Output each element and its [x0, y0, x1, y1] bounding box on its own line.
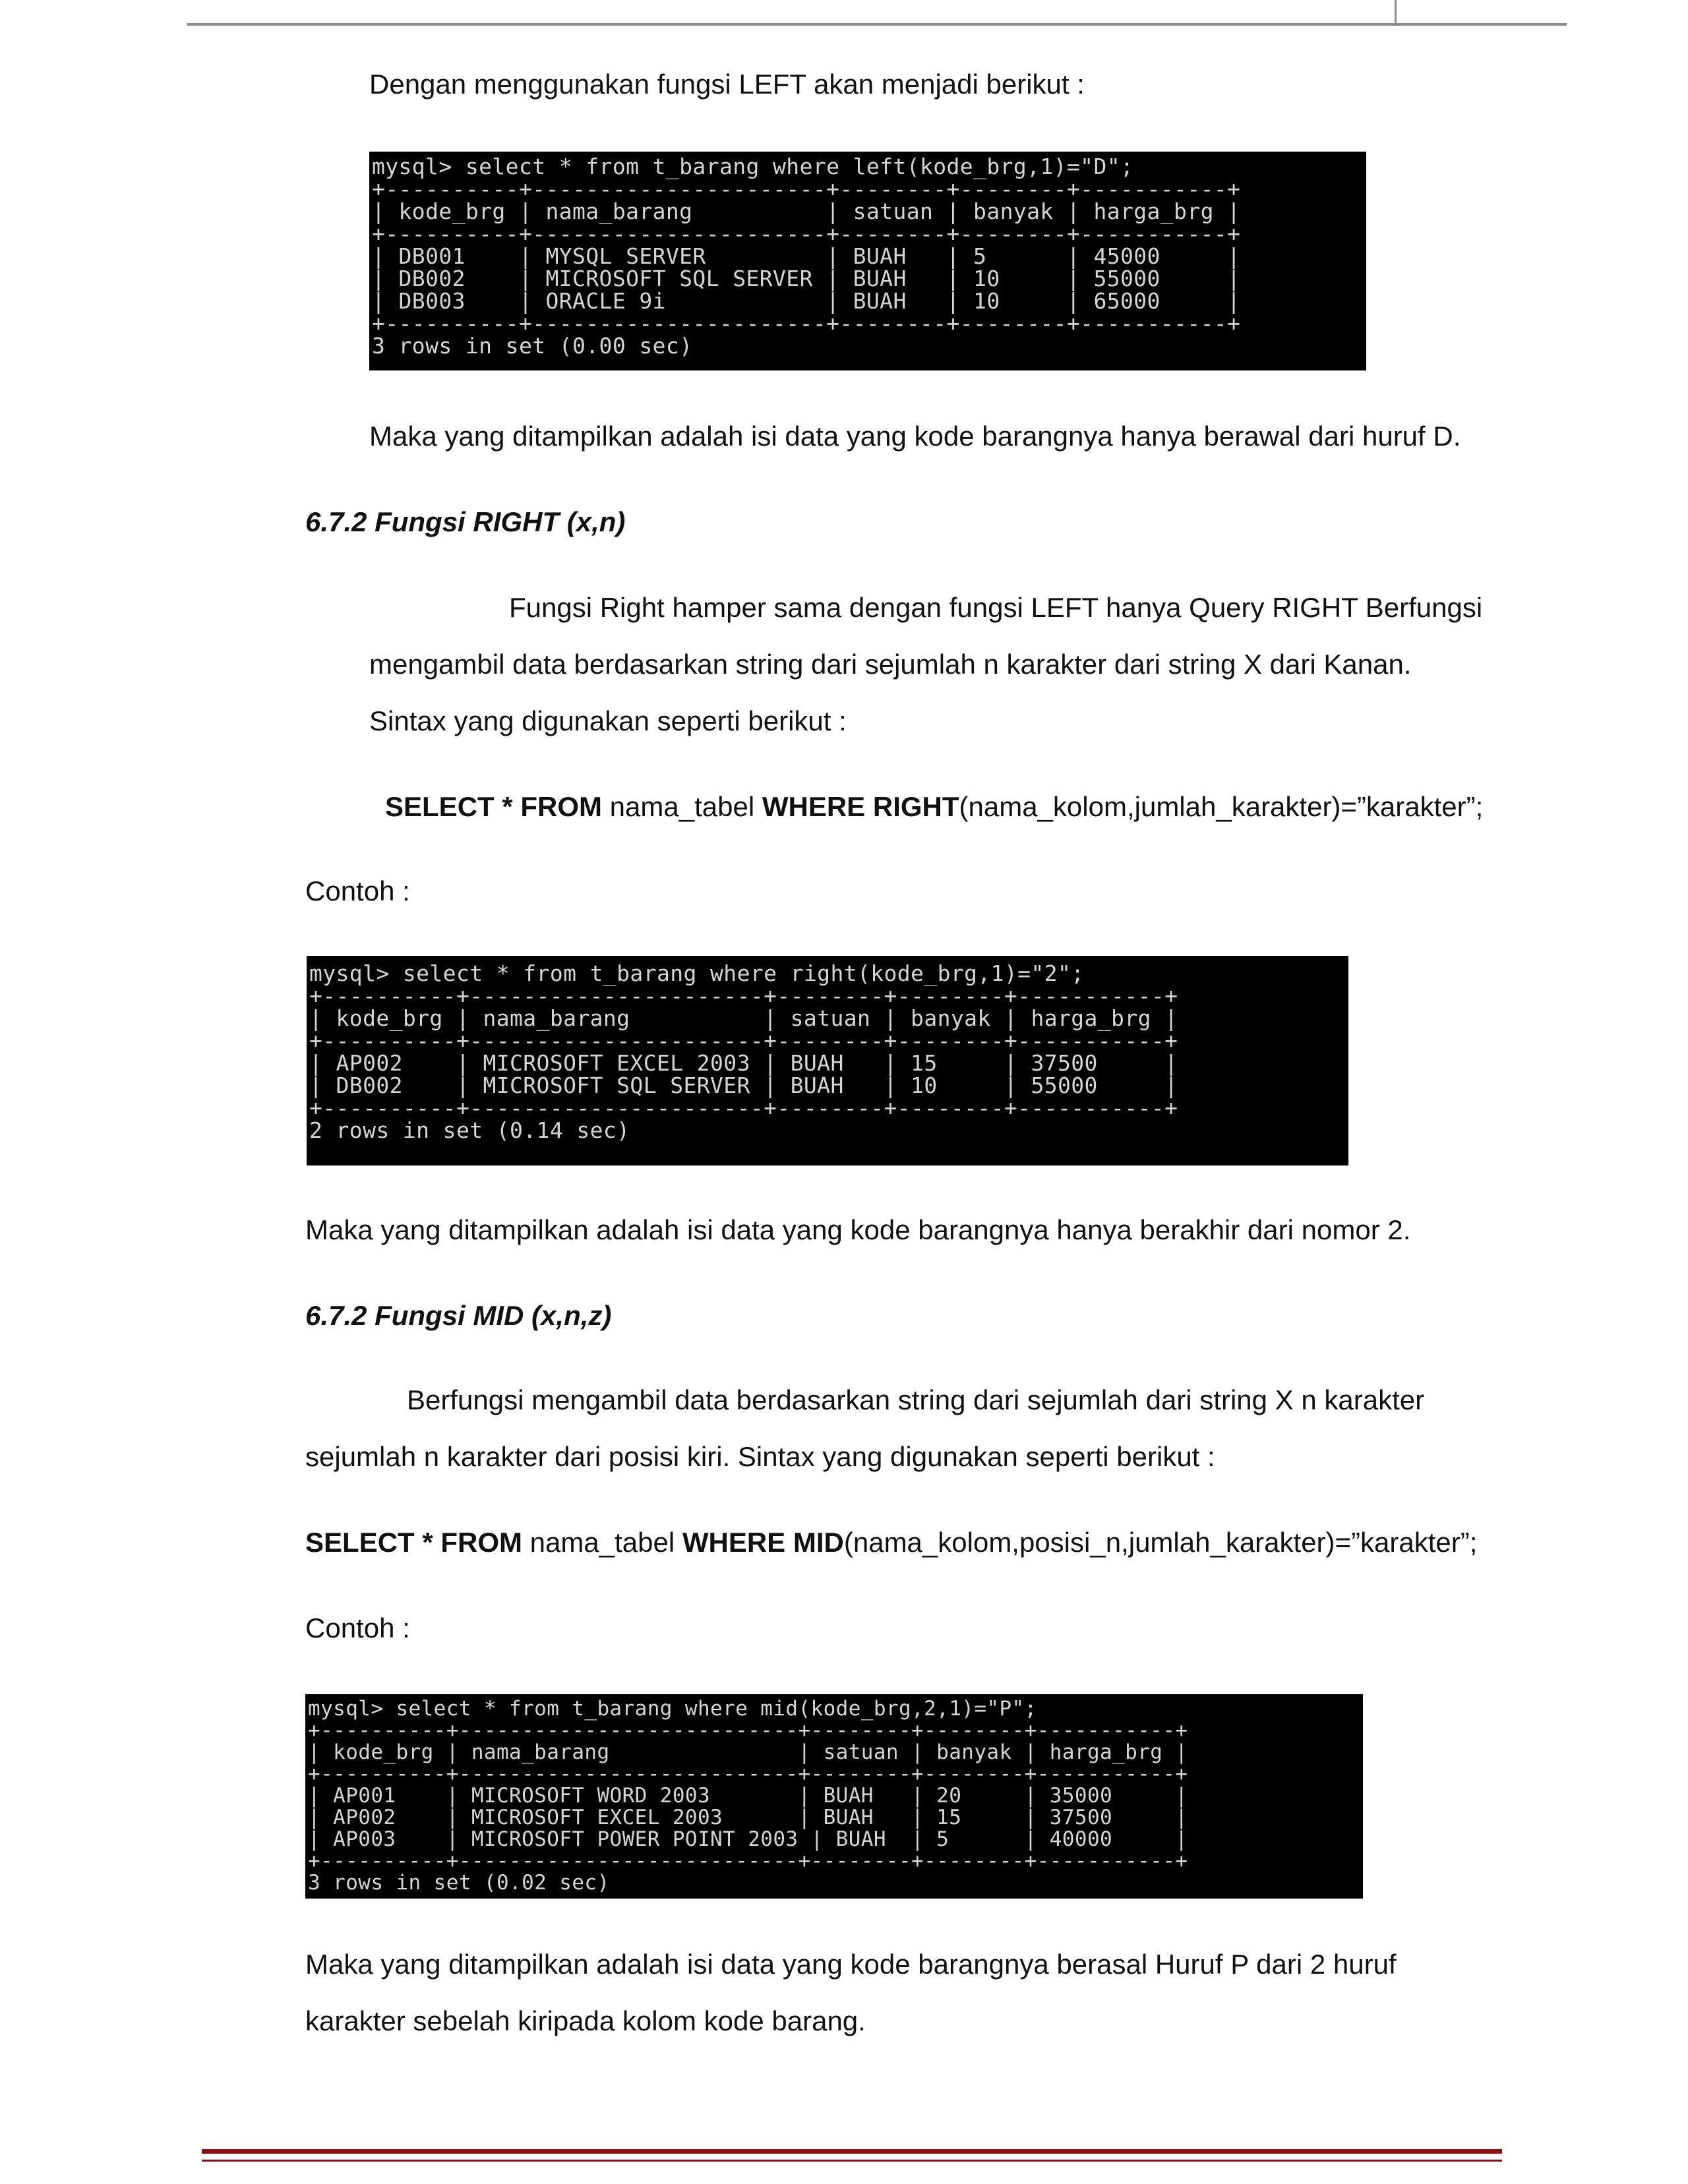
syntax-right	[385, 790, 1483, 824]
terminal-right-output: mysql> select * from t_barang where right(kode_brg,1)="2"; +----------+----------------------+--------+--------+-----------+ | kode_brg | nama_barang | satuan | banyak | harga_brg | +----------+----------------------+--------+--------+-----------+ | AP002 | MICROSOFT EXCEL 2003 | BUAH | 15 | 37500 | | DB002 | MICROSOFT SQL SERVER | BUAH | 10 | 55000 | +----------+----------------------+--------+--------+-----------+ 2 rows in set (0.14 sec)	[309, 960, 1178, 1143]
syntax-right-kw2: WHERE RIGHT	[762, 791, 959, 822]
syntax-mid-t1: nama_tabel	[522, 1527, 682, 1558]
terminal-mid-query	[305, 1694, 1363, 1899]
terminal-mid-output: mysql> select * from t_barang where mid(kode_brg,2,1)="P"; +----------+---------------------------+--------+--------+-----------+ | kode_brg | nama_barang | satuan | banyak | harga_brg | +----------+---------------------------+--------+--------+-----------+ | AP001 | MICROSOFT WORD 2003 | BUAH | 20 | 35000 | | AP002 | MICROSOFT EXCEL 2003 | BUAH | 15 | 37500 | | AP003 | MICROSOFT POWER POINT 2003 | BUAH | 5 | 40000 | +----------+---------------------------+--------+--------+-----------+ 3 rows in set (0.02 sec)	[308, 1697, 1188, 1895]
syntax-right-t1: nama_tabel	[602, 791, 762, 822]
syntax-right-kw1: SELECT * FROM	[385, 791, 603, 822]
paragraph-right-desc-1: Fungsi Right hamper sama dengan fungsi LEFT hanya Query RIGHT Berfungsi	[509, 592, 1483, 623]
footer-rule-thin	[202, 2160, 1502, 2162]
heading-right-function: 6.7.2 Fungsi RIGHT (x,n)	[305, 506, 626, 537]
paragraph-mid-desc-2: sejumlah n karakter dari posisi kiri. Sintax yang digunakan seperti berikut :	[305, 1441, 1215, 1472]
paragraph-mid-desc-1: Berfungsi mengambil data berdasarkan string dari sejumlah dari string X n karakter	[407, 1384, 1425, 1415]
syntax-mid-t2: (nama_kolom,posisi_n,jumlah_karakter)=”karakter”;	[843, 1527, 1478, 1558]
header-rule	[187, 23, 1567, 26]
paragraph-left-result: Maka yang ditampilkan adalah isi data yang kode barangnya hanya berawal dari huruf D.	[369, 421, 1461, 452]
syntax-mid	[305, 1525, 1477, 1560]
contoh-label-1: Contoh :	[305, 875, 410, 906]
terminal-left-query	[369, 152, 1366, 370]
contoh-label-2: Contoh :	[305, 1612, 410, 1643]
terminal-right-query	[307, 956, 1348, 1166]
paragraph-right-result: Maka yang ditampilkan adalah isi data yang kode barangnya hanya berakhir dari nomor 2.	[305, 1214, 1411, 1245]
paragraph-right-desc-2: mengambil data berdasarkan string dari sejumlah n karakter dari string X dari Kanan.	[369, 649, 1412, 680]
footer-rule-thick	[202, 2149, 1502, 2154]
paragraph-mid-result-2: karakter sebelah kiripada kolom kode barang.	[305, 2005, 866, 2036]
heading-mid-function: 6.7.2 Fungsi MID (x,n,z)	[305, 1300, 612, 1331]
paragraph-left-intro: Dengan menggunakan fungsi LEFT akan menjadi berikut :	[369, 69, 1085, 100]
syntax-right-t2: (nama_kolom,jumlah_karakter)=”karakter”;	[959, 791, 1484, 822]
header-rule-tick	[1395, 0, 1397, 25]
terminal-left-output: mysql> select * from t_barang where left(kode_brg,1)="D"; +----------+----------------------+--------+--------+-----------+ | kode_brg | nama_barang | satuan | banyak | harga_brg | +----------+----------------------+--------+--------+-----------+ | DB001 | MYSQL SERVER | BUAH | 5 | 45000 | | DB002 | MICROSOFT SQL SERVER | BUAH | 10 | 55000 | | DB003 | ORACLE 9i | BUAH | 10 | 65000 | +----------+----------------------+--------+--------+-----------+ 3 rows in set (0.00 sec)	[372, 154, 1241, 359]
paragraph-mid-result-1: Maka yang ditampilkan adalah isi data yang kode barangnya berasal Huruf P dari 2 huruf	[305, 1949, 1397, 1980]
syntax-mid-kw1: SELECT * FROM	[305, 1527, 523, 1558]
syntax-mid-kw2: WHERE MID	[682, 1527, 844, 1558]
paragraph-right-desc-3: Sintax yang digunakan seperti berikut :	[369, 705, 847, 736]
